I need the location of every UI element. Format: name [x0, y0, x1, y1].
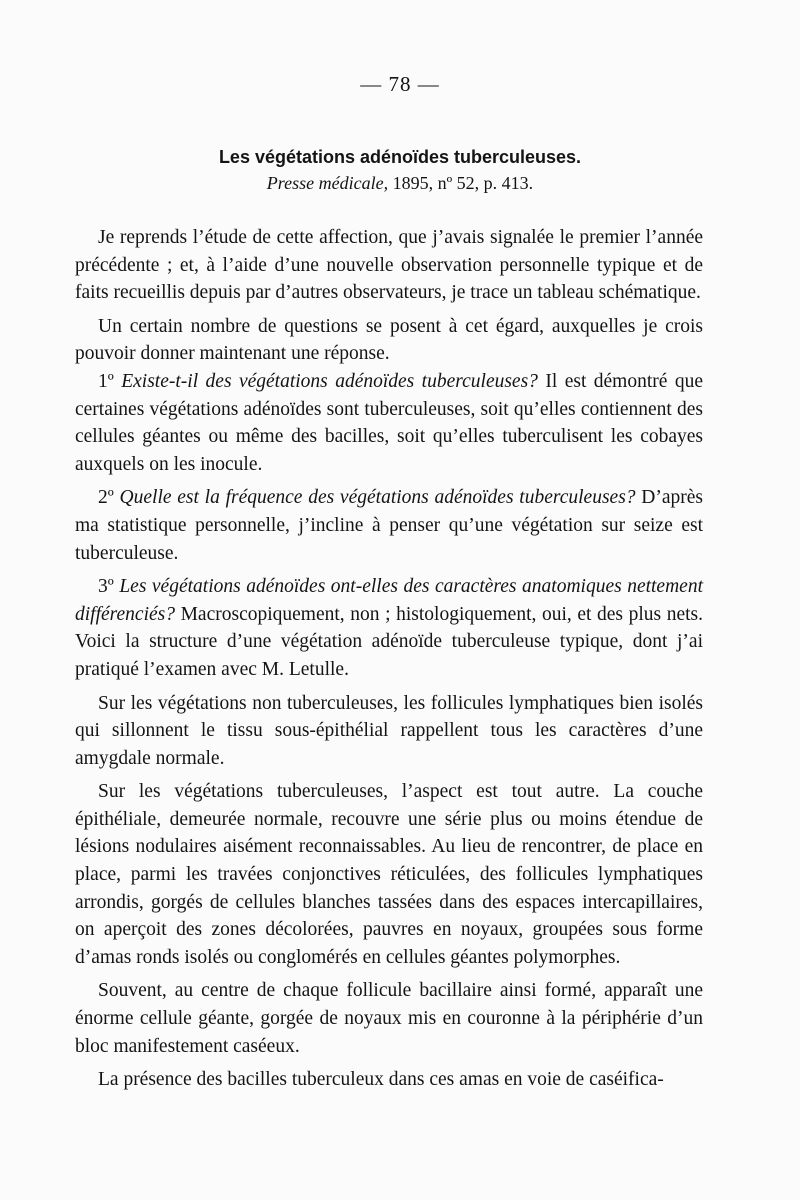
source-details: 1895, nº 52, p. 413.	[388, 173, 534, 193]
question-text: Existe-t-il des végétations adénoïdes tuberculeuses?	[121, 370, 538, 392]
answer-text: Macroscopiquement, non ; histologiquement, oui, et des plus nets. Voici la structure d’une végétation adénoïde tuberculeuse typique, dont j’ai pratiqué l’examen avec M. Letulle.	[75, 603, 703, 680]
paragraph-7: Sur les végétations tuberculeuses, l’aspect est tout autre. La couche épithéliale, demeurée normale, recouvre une série plus ou moins étendue de lésions nodulaires aisément reconnaissables. Au lieu de rencontrer, de place en place, parmi les travées conjonctives réticulées, des follicules lymphatiques arrondis, gorgés de cellules blanches tassées dans des espaces intercapillaires, on aperçoit des zones décolorées, pauvres en noyaux, groupées sous forme d’amas ronds isolés ou conglomérés en cellules géantes polymorphes.	[75, 781, 703, 968]
answer-text: Il est démontré que certaines végétations adénoïdes sont tuberculeuses, soit qu’elles contiennent des cellules géantes ou même des bacilles, soit qu’elles tuberculisent les cobayes auxquels on les inocule.	[75, 370, 703, 475]
question-number: 3º	[98, 576, 120, 598]
paragraph-question-1	[75, 368, 703, 478]
question-text: Quelle est la fréquence des végétations adénoïdes tuberculeuses?	[119, 487, 636, 509]
question-text: Les végétations adénoïdes ont-elles des caractères anatomiques nettement différenciés?	[75, 576, 703, 625]
article-source	[0, 173, 800, 194]
paragraph-9: La présence des bacilles tuberculeux dans ces amas en voie de caséifica-	[98, 1069, 664, 1091]
article-title: Les végétations adénoïdes tuberculeuses.	[218, 147, 582, 167]
paragraph-question-2	[75, 484, 703, 567]
article-body	[75, 224, 703, 1094]
paragraph-1: Je reprends l’étude de cette affection, que j’avais signalée le premier l’année précédente ; et, à l’aide d’une nouvelle observation personnelle typique et de faits recueillis depuis par d’autres observateurs, je trace un tableau schématique.	[75, 227, 703, 304]
source-journal: Presse médicale,	[266, 173, 389, 193]
question-number: 1º	[98, 370, 122, 392]
question-number: 2º	[98, 487, 120, 509]
page-number: — 78 —	[360, 72, 440, 96]
answer-text: D’après ma statistique personnelle, j’incline à penser qu’une végétation sur seize est tuberculeuse.	[75, 487, 704, 564]
paragraph-question-3	[75, 573, 703, 683]
paragraph-2: Un certain nombre de questions se posent à cet égard, auxquelles je crois pouvoir donner maintenant une réponse.	[75, 315, 703, 365]
paragraph-8: Souvent, au centre de chaque follicule bacillaire ainsi formé, apparaît une énorme cellule géante, gorgée de noyaux mis en couronne à la périphérie d’un bloc manifestement caséeux.	[75, 980, 703, 1057]
paragraph-6: Sur les végétations non tuberculeuses, les follicules lymphatiques bien isolés qui sillonnent le tissu sous-épithélial rappellent tous les caractères d’une amygdale normale.	[75, 692, 703, 769]
